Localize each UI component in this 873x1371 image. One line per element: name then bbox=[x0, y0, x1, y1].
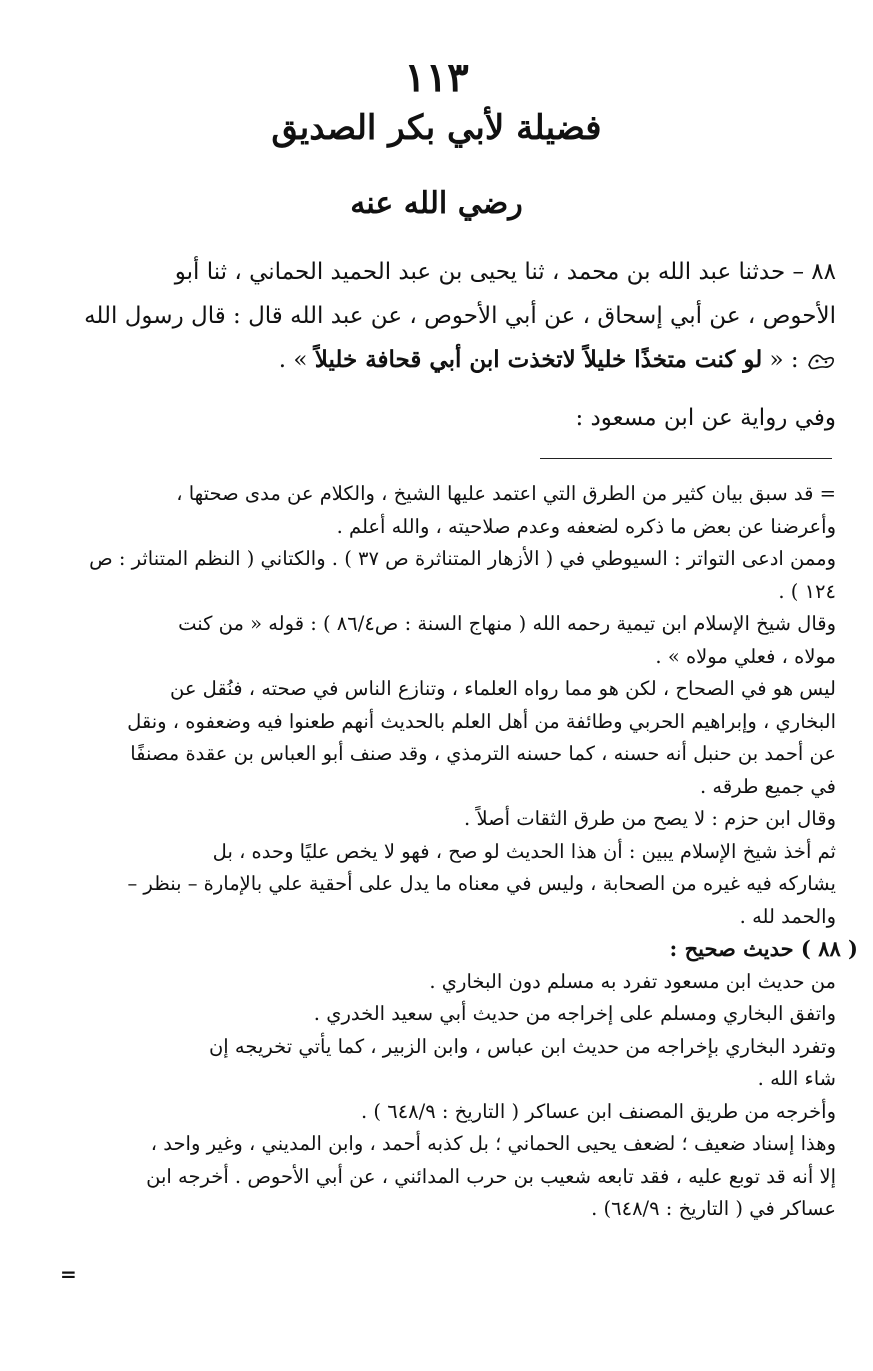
hadith-line bbox=[36, 338, 836, 382]
prophetic-quote: لو كنت متخذًا خليلاً لاتخذت ابن أبي قحافة خليلاً bbox=[314, 346, 763, 373]
footnote-line: ثم أخذ شيخ الإسلام يبين : أن هذا الحديث لو صح ، فهو لا يخص عليًا وحده ، بل bbox=[212, 839, 836, 863]
hadith-line: ٨٨ – حدثنا عبد الله بن محمد ، ثنا يحيى بن عبد الحميد الحماني ، ثنا أبو bbox=[174, 259, 836, 285]
footnote-line: وأخرجه من طريق المصنف ابن عساكر ( التاريخ : ٦٤٨/٩ ) . bbox=[361, 1099, 836, 1123]
footnote-line: ليس هو في الصحاح ، لكن هو مما رواه العلماء ، وتنازع الناس في صحته ، فنُقل عن bbox=[170, 677, 836, 700]
footnote-line: من حديث ابن مسعود تفرد به مسلم دون البخاري . bbox=[429, 969, 836, 993]
hadith-text bbox=[36, 250, 836, 382]
footnote-line: = قد سبق بيان كثير من الطرق التي اعتمد عليها الشيخ ، والكلام عن مدى صحتها ، bbox=[176, 482, 836, 505]
footnote-line: عن أحمد بن حنبل أنه حسنه ، كما حسنه الترمذي ، وقد صنف أبو العباس بن عقدة مصنفًا bbox=[130, 742, 836, 765]
chapter-title: فضيلة لأبي بكر الصديق bbox=[271, 108, 602, 148]
footnote-line: وقال شيخ الإسلام ابن تيمية رحمه الله ( منهاج السنة : ص٨٦/٤ ) : قوله « من كنت bbox=[178, 612, 836, 635]
hadith-open: : « bbox=[762, 347, 806, 373]
footnote-line: وأعرضنا عن بعض ما ذكره لضعفه وعدم صلاحيته ، والله أعلم . bbox=[336, 514, 836, 538]
footnote-line: وممن ادعى التواتر : السيوطي في ( الأزهار المتناثرة ص ٣٧ ) . والكتاني ( النظم المتناثر : ص bbox=[89, 547, 836, 570]
chapter-number: ١١٣ bbox=[404, 54, 469, 101]
footnote-heading: ( ٨٨ ) حديث صحيح : bbox=[669, 936, 858, 961]
footnote-line: ١٢٤ ) . bbox=[778, 579, 836, 603]
footnotes bbox=[60, 478, 858, 1226]
footnote-line: واتفق البخاري ومسلم على إخراجه من حديث أبي سعيد الخدري . bbox=[313, 1002, 836, 1025]
footnote-line: مولاه ، فعلي مولاه » . bbox=[655, 644, 836, 668]
continuation-mark: = bbox=[60, 1262, 77, 1286]
narration-line: وفي رواية عن ابن مسعود : bbox=[575, 405, 836, 431]
footnote-line: شاء الله . bbox=[757, 1067, 836, 1090]
footnote-line: البخاري ، وإبراهيم الحربي وطائفة من أهل العلم بالحديث أنهم طعنوا فيه وضعفوه ، ونقل bbox=[127, 709, 836, 733]
footnote-line: وتفرد البخاري بإخراجه من حديث ابن عباس ، وابن الزبير ، كما يأتي تخريجه إن bbox=[208, 1034, 836, 1058]
chapter-subtitle: رضي الله عنه bbox=[350, 186, 523, 221]
footnote-line: في جميع طرقه . bbox=[699, 774, 836, 798]
footnote-line: إلا أنه قد توبع عليه ، فقد تابعه شعيب بن حرب المدائني ، عن أبي الأحوص . أخرجه ابن bbox=[146, 1164, 836, 1188]
salawat-glyph-icon bbox=[806, 349, 836, 373]
footnote-line: وقال ابن حزم : لا يصح من طرق الثقات أصلاً . bbox=[464, 807, 836, 830]
footnote-line: وهذا إسناد ضعيف ؛ لضعف يحيى الحماني ؛ بل كذبه أحمد ، وابن المديني ، وغير واحد ، bbox=[150, 1132, 836, 1155]
footnote-line: عساكر في ( التاريخ : ٦٤٨/٩) . bbox=[591, 1197, 836, 1220]
footnote-line: يشاركه فيه غيره من الصحابة ، وليس في معناه ما يدل على أحقية علي بالإمارة – بنظر – bbox=[127, 872, 836, 895]
footnote-line: والحمد لله . bbox=[739, 904, 836, 928]
hadith-line: الأحوص ، عن أبي إسحاق ، عن أبي الأحوص ، عن عبد الله قال : قال رسول الله bbox=[84, 303, 836, 329]
footnote-divider bbox=[540, 458, 832, 459]
hadith-close: » . bbox=[278, 347, 315, 373]
